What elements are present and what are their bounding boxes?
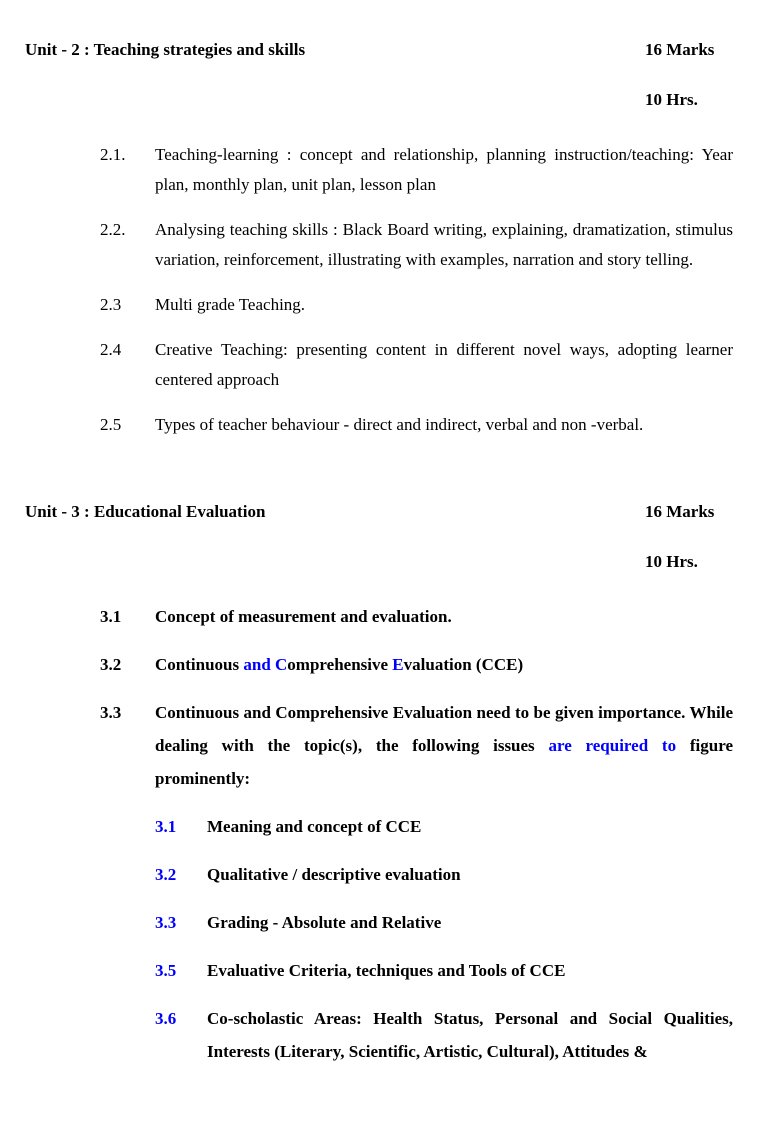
unit-2-hours: 10 Hrs. — [645, 90, 698, 109]
unit-2-hours-row — [25, 88, 733, 112]
unit-3-header — [25, 500, 733, 524]
syllabus-item-3-2 — [100, 648, 733, 681]
item-text: Multi grade Teaching. — [155, 295, 306, 314]
item-number: 2.4 — [100, 340, 122, 359]
unit-2-header — [25, 38, 733, 62]
item-text: Types of teacher behaviour - direct and indirect, verbal and non -verbal. — [155, 415, 644, 434]
unit-3-hours: 10 Hrs. — [645, 552, 698, 571]
item-number: 2.3 — [100, 295, 122, 314]
item-number: 3.3 — [100, 703, 122, 722]
sub-item-number: 3.1 — [155, 817, 177, 836]
sub-item-number: 3.2 — [155, 865, 177, 884]
text-segment: valuation (CCE) — [403, 655, 524, 674]
syllabus-item-2-5 — [100, 410, 733, 440]
syllabus-item-2-4 — [100, 335, 733, 395]
item-text: Analysing teaching skills : Black Board writing, explaining, dramatization, stimulus variation, reinforcement, illustrating with examples, narration and story telling. — [155, 220, 733, 269]
syllabus-item-2-2 — [100, 215, 733, 275]
item-text — [155, 696, 733, 795]
item-number: 2.5 — [100, 415, 122, 434]
sub-item-3-6 — [155, 1002, 733, 1068]
text-segment: Concept of measurement and evaluation. — [155, 607, 452, 626]
text-segment: Continuous — [155, 655, 244, 674]
sub-item-text: Grading - Absolute and Relative — [207, 913, 442, 932]
sub-item-text: Co-scholastic Areas: Health Status, Personal and Social Qualities, Interests (Literary, Scientific, Artistic, Cultural), Attitudes & — [207, 1009, 733, 1061]
sub-item-text: Meaning and concept of CCE — [207, 817, 422, 836]
sub-item-text: Evaluative Criteria, techniques and Tools of CCE — [207, 961, 566, 980]
text-segment-blue: are required to — [548, 736, 677, 755]
item-text: Teaching-learning : concept and relationship, planning instruction/teaching: Year plan, monthly plan, unit plan, lesson plan — [155, 145, 733, 194]
unit-2-title: Unit - 2 : Teaching strategies and skills — [25, 40, 306, 59]
sub-item-3-1 — [155, 810, 733, 843]
item-text — [155, 648, 733, 681]
syllabus-item-3-3 — [100, 696, 733, 795]
unit-3-section — [25, 500, 733, 1068]
unit-3-hours-row — [25, 550, 733, 574]
syllabus-item-2-1 — [100, 140, 733, 200]
item-number: 2.1. — [100, 145, 126, 164]
unit-2-marks: 16 Marks — [645, 40, 715, 59]
item-text: Creative Teaching: presenting content in different novel ways, adopting learner centered approach — [155, 340, 733, 389]
unit-3-items — [25, 600, 733, 795]
item-number: 3.2 — [100, 655, 122, 674]
unit-3-marks: 16 Marks — [645, 502, 715, 521]
text-segment-blue: E — [392, 655, 404, 674]
sub-item-3-5 — [155, 954, 733, 987]
sub-item-number: 3.5 — [155, 961, 177, 980]
sub-item-3-3 — [155, 906, 733, 939]
sub-item-number: 3.6 — [155, 1009, 177, 1028]
item-number: 2.2. — [100, 220, 126, 239]
item-number: 3.1 — [100, 607, 122, 626]
sub-item-number: 3.3 — [155, 913, 177, 932]
text-segment: Continuous and Comprehensive Evaluation need to be given importance. While dealing with the topic(s), the following issues — [155, 703, 733, 755]
sub-item-3-2 — [155, 858, 733, 891]
syllabus-item-2-3 — [100, 290, 733, 320]
text-segment-blue: and C — [243, 655, 288, 674]
item-text — [155, 600, 733, 633]
unit-2-items — [25, 140, 733, 440]
unit-2-section — [25, 38, 733, 440]
text-segment: omprehensive — [287, 655, 393, 674]
unit-3-title: Unit - 3 : Educational Evaluation — [25, 502, 266, 521]
cce-sublist — [155, 810, 733, 1068]
syllabus-item-3-1 — [100, 600, 733, 633]
text-segment: figure prominently: — [155, 736, 734, 788]
sub-item-text: Qualitative / descriptive evaluation — [207, 865, 461, 884]
